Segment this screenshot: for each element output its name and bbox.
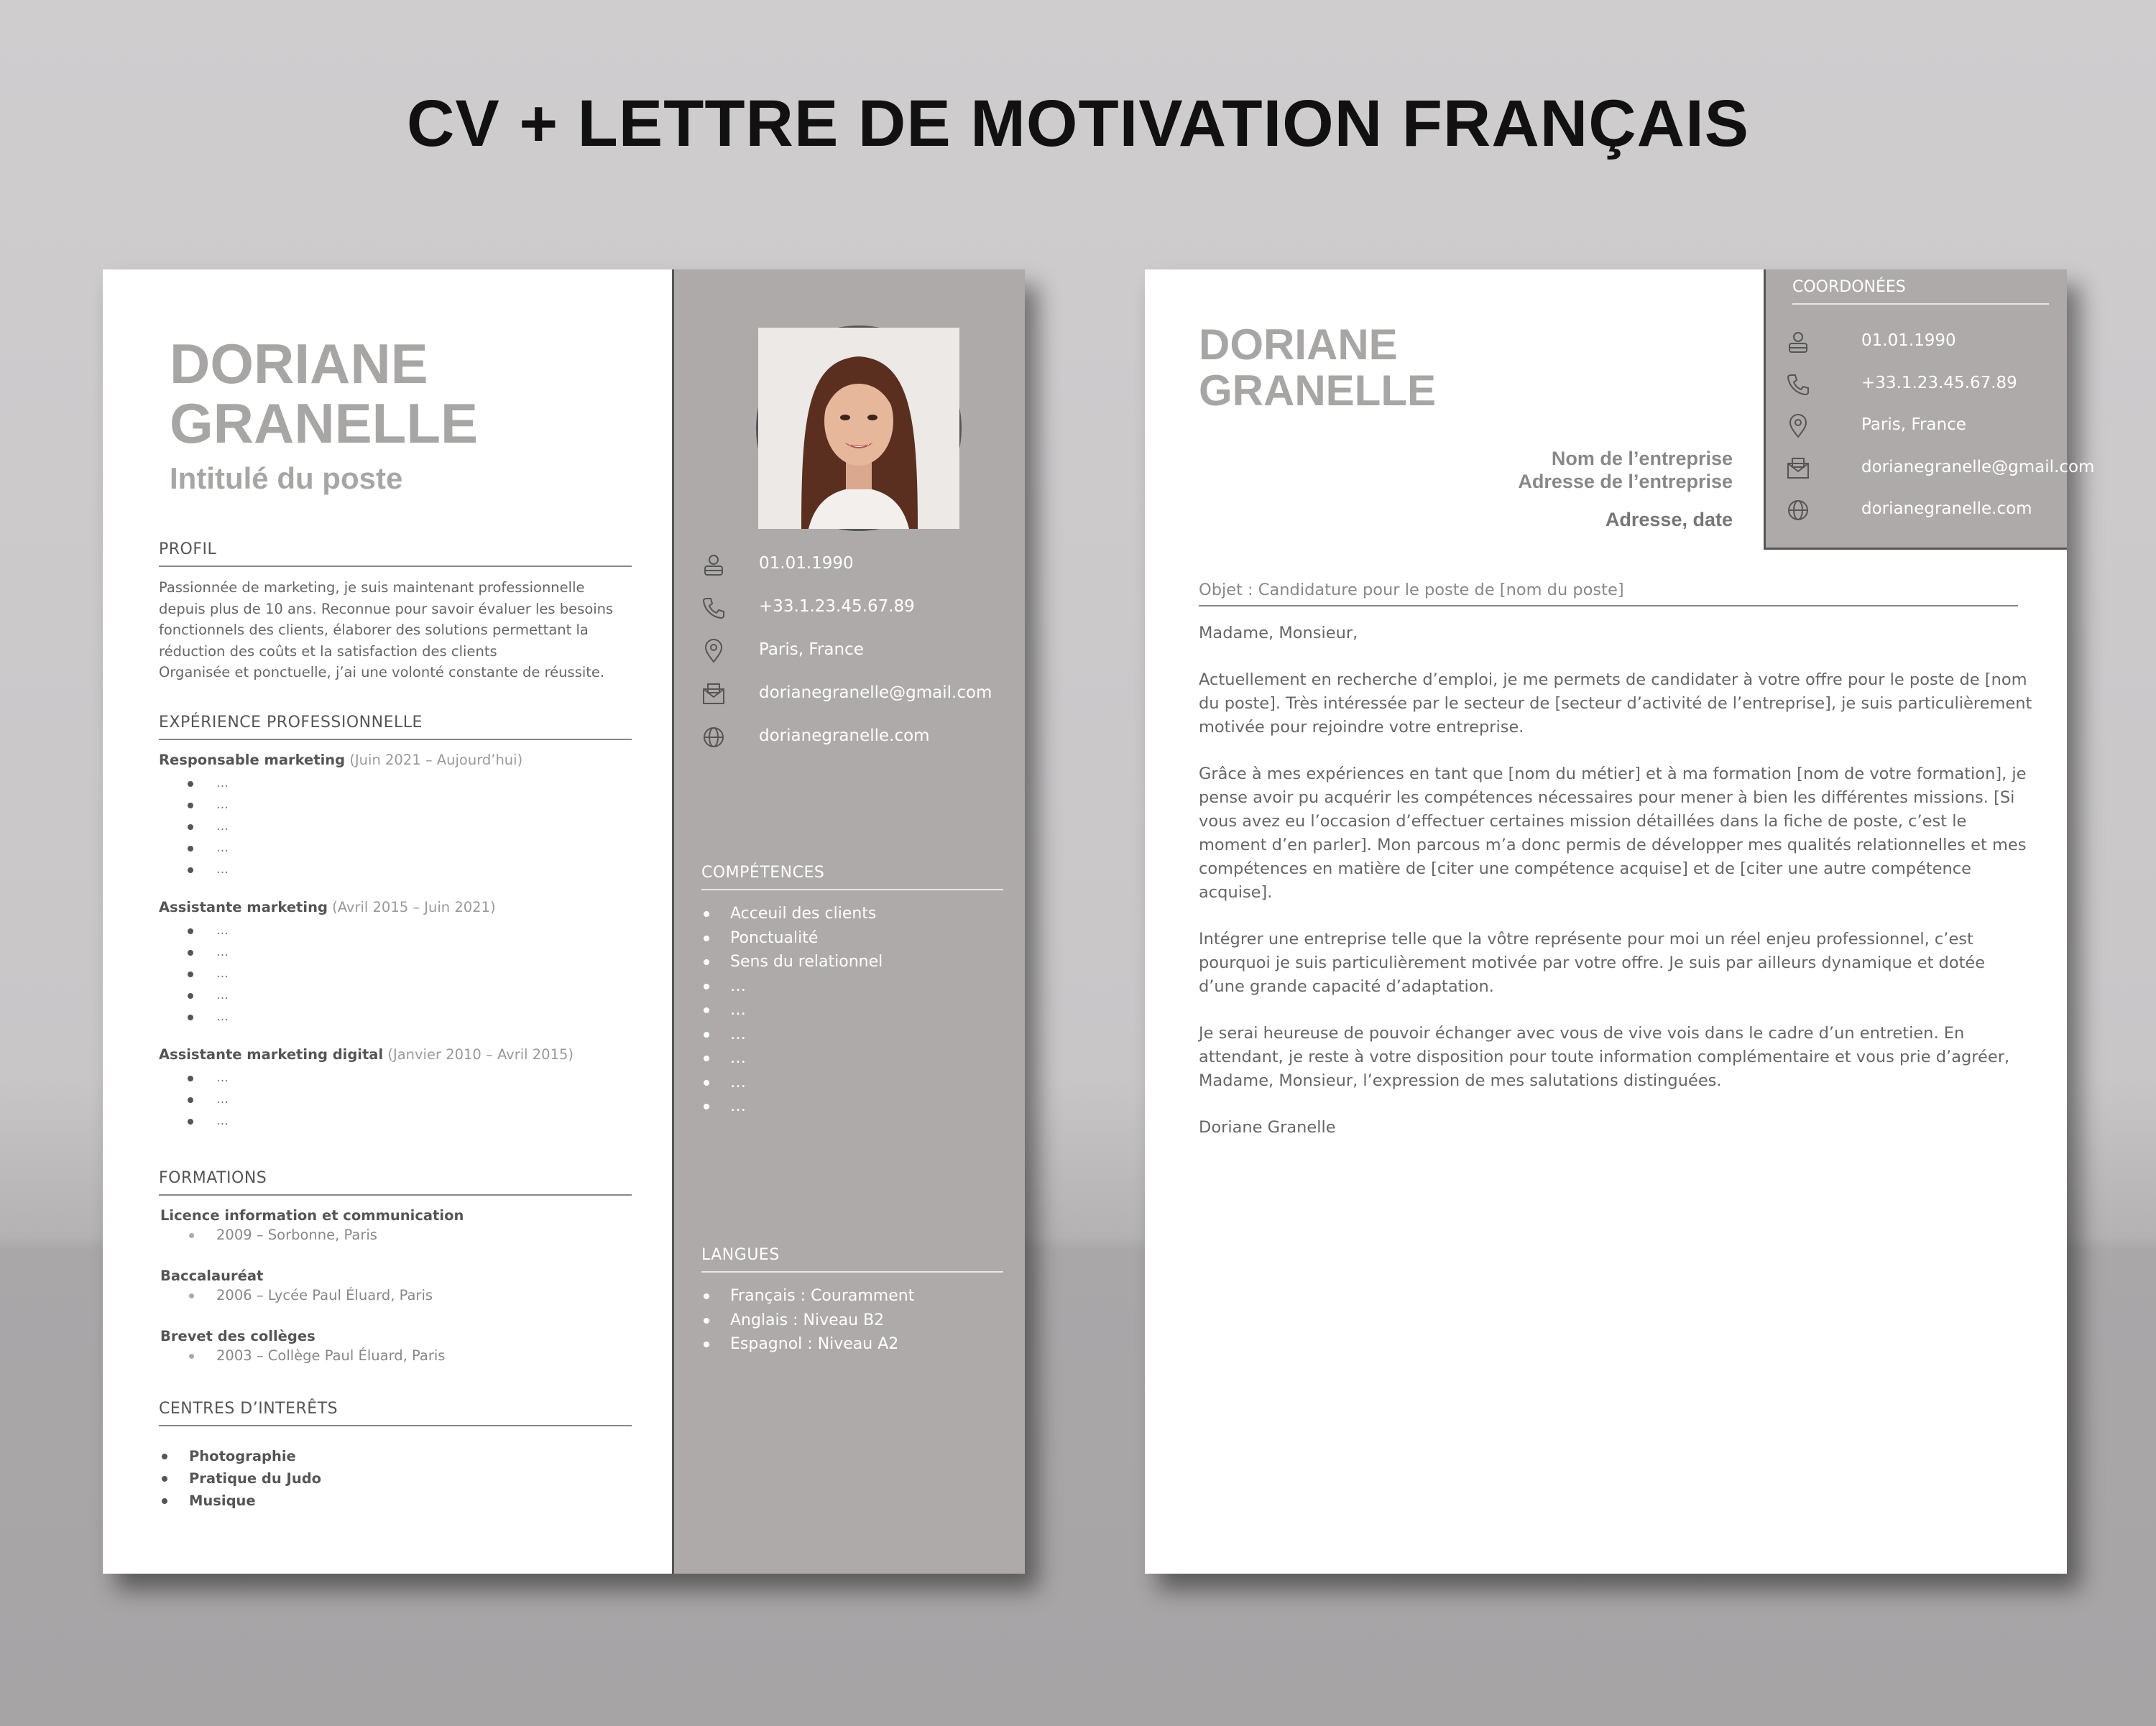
- cv-last-name: GRANELLE: [170, 392, 478, 456]
- list-item: Français : Couramment: [701, 1284, 1003, 1309]
- list-item: Anglais : Niveau B2: [701, 1309, 1003, 1333]
- list-item: Pratique du Judo: [159, 1467, 632, 1490]
- formation-detail: 2009 – Sorbonne, Paris: [159, 1227, 632, 1243]
- list-item: …: [159, 963, 632, 984]
- portrait-illustration: [758, 328, 959, 529]
- birthday-icon: [1786, 330, 1810, 354]
- globe-icon: [1786, 498, 1810, 522]
- list-item: …: [159, 1089, 632, 1110]
- contact-text: 01.01.1990: [759, 554, 854, 573]
- competences-title: COMPÉTENCES: [701, 864, 1003, 890]
- job-dates: (Avril 2015 – Juin 2021): [327, 899, 496, 915]
- location-pin-icon: [1786, 414, 1810, 438]
- birthday-icon: [701, 553, 726, 577]
- contact-text: Paris, France: [759, 640, 864, 659]
- list-item: …: [159, 920, 632, 941]
- contact-text: dorianegranelle@gmail.com: [759, 683, 992, 702]
- list-item: …: [159, 816, 632, 837]
- profil-text: [159, 577, 632, 683]
- coordonnees-box: [1764, 269, 2095, 550]
- letter-first-name: DORIANE: [1199, 320, 1398, 369]
- contact-text: Paris, France: [1861, 415, 1966, 434]
- experience-section: [159, 714, 632, 1132]
- mail-icon: [1786, 456, 1810, 481]
- contact-text: dorianegranelle.com: [1861, 499, 2032, 518]
- list-item: …: [701, 1094, 1003, 1119]
- list-item: Musique: [159, 1490, 632, 1512]
- job-entry: [159, 1046, 632, 1132]
- list-item: …: [159, 772, 632, 794]
- formation-entry: [159, 1328, 632, 1364]
- profile-photo: [756, 326, 962, 531]
- list-item: …: [701, 1046, 1003, 1071]
- list-item: …: [159, 1067, 632, 1089]
- list-item: …: [701, 974, 1003, 999]
- list-item: Espagnol : Niveau A2: [701, 1332, 1003, 1357]
- location-pin-icon: [701, 639, 726, 663]
- letter-last-name: GRANELLE: [1199, 366, 1436, 415]
- contact-text: +33.1.23.45.67.89: [1861, 373, 2017, 392]
- profil-paragraph-2: Organisée et ponctuelle, j’ai une volonté constante de réussite.: [159, 664, 605, 680]
- list-item: …: [159, 837, 632, 859]
- list-item: …: [701, 998, 1003, 1023]
- list-item: Acceuil des clients: [701, 902, 1003, 926]
- list-item: Ponctualité: [701, 926, 1003, 951]
- letter-paragraph: Grâce à mes expériences en tant que [nom du métier] et à ma formation [nom de votre formation], je pense avoir pu acquérir les compétences nécessaires pour mener à bien les différentes missions. [Si vous avez eu l’occasion d’effectuer certaines mission détaillées dans la fiche de poste, c’est le moment d’en parler]. Mon parcous m’a donc permis de développer mes qualités relationnelles et mes compétences en matière de [citer une compétence acquise] et de [citer une autre compétence acquise].: [1199, 765, 2027, 902]
- langues-list: [701, 1284, 1003, 1357]
- letter-paragraph: Actuellement en recherche d’emploi, je me permets de candidater à votre offre pour le poste de [nom du poste]. Très intéressée par le secteur de [secteur d’activité de l’entreprise], je suis particulièrement motivée pour rejoindre votre entreprise.: [1199, 670, 2032, 737]
- list-item: Sens du relationnel: [701, 950, 1003, 974]
- formation-detail: 2006 – Lycée Paul Éluard, Paris: [159, 1287, 632, 1303]
- formation-entry: [159, 1207, 632, 1243]
- formation-detail: 2003 – Collège Paul Éluard, Paris: [159, 1347, 632, 1364]
- job-dates: (Janvier 2010 – Avril 2015): [383, 1046, 573, 1063]
- experience-title: EXPÉRIENCE PROFESSIONNELLE: [159, 714, 632, 740]
- job-title: Assistante marketing digital: [159, 1046, 384, 1063]
- address-date: Adresse, date: [1605, 509, 1733, 530]
- contact-text: dorianegranelle@gmail.com: [1861, 457, 2095, 476]
- mail-icon: [701, 682, 726, 706]
- list-item: …: [159, 941, 632, 963]
- list-item: …: [159, 1006, 632, 1028]
- formations-section: [159, 1169, 632, 1364]
- company-address: Adresse de l’entreprise: [1518, 471, 1733, 492]
- formations-title: FORMATIONS: [159, 1169, 632, 1196]
- profil-section: [159, 540, 632, 683]
- formation-entry: [159, 1268, 632, 1303]
- job-entry: [159, 899, 632, 1028]
- job-bullets: [159, 920, 632, 1028]
- langues-section: [701, 1246, 1003, 1357]
- contact-text: dorianegranelle.com: [759, 726, 930, 745]
- competences-list: [701, 902, 1003, 1119]
- letter-name: [1199, 322, 1436, 414]
- contact-text: 01.01.1990: [1861, 331, 1956, 350]
- job-bullets: [159, 772, 632, 880]
- coordonnees-title: COORDONÉES: [1792, 278, 2049, 305]
- list-item: …: [159, 859, 632, 880]
- company-name: Nom de l’entreprise: [1551, 448, 1733, 469]
- cv-job-title: Intitulé du poste: [170, 461, 403, 495]
- contact-text: +33.1.23.45.67.89: [759, 597, 915, 616]
- letter-paragraph: Je serai heureuse de pouvoir échanger avec vous de vive vois dans le cadre d’un entretien. En attendant, je reste à votre disposition pour toute information complémentaire et vous prie d’agréer, Madame, Monsieur, l’expression de mes salutations distinguées.: [1199, 1024, 2010, 1090]
- formation-title: Baccalauréat: [160, 1268, 264, 1284]
- phone-icon: [1786, 372, 1810, 397]
- formation-title: Licence information et communication: [160, 1207, 464, 1224]
- job-title: Assistante marketing: [159, 899, 328, 915]
- letter-paragraph: Intégrer une entreprise telle que la vôtre représente pour moi un réel enjeu professionnel, c’est pourquoi je suis particulièrement motivée par votre offre. Je suis par ailleurs dynamique et dotée d’une grande capacité d’adaptation.: [1199, 930, 1986, 996]
- banner-title: CV + LETTRE DE MOTIVATION FRANÇAIS: [406, 87, 1750, 160]
- job-entry: [159, 752, 632, 880]
- phone-icon: [701, 596, 726, 620]
- interets-section: [159, 1400, 632, 1512]
- profil-paragraph: Passionnée de marketing, je suis maintenant professionnelle depuis plus de 10 ans. Reconnue pour savoir évaluer les besoins fonctionnels des clients, élaborer des solutions permettant la réduction des coûts et la satisfaction des clients: [159, 579, 614, 660]
- profil-title: PROFIL: [159, 540, 632, 567]
- cv-first-name: DORIANE: [170, 332, 428, 395]
- list-item: …: [701, 1023, 1003, 1047]
- interets-list: [159, 1445, 632, 1512]
- cv-name: [170, 334, 478, 454]
- job-dates: (Juin 2021 – Aujourd’hui): [345, 752, 523, 768]
- job-title: Responsable marketing: [159, 752, 346, 768]
- list-item: …: [159, 984, 632, 1006]
- langues-title: LANGUES: [701, 1246, 1003, 1273]
- list-item: …: [159, 794, 632, 816]
- letter-body: [1199, 622, 2032, 1163]
- interets-title: CENTRES D’INTERÊTS: [159, 1400, 632, 1426]
- letter-page: [1145, 269, 2095, 1574]
- cv-page: [103, 269, 1025, 1574]
- list-item: Photographie: [159, 1445, 632, 1467]
- globe-icon: [701, 725, 726, 749]
- list-item: …: [159, 1110, 632, 1132]
- letter-signature: Doriane Granelle: [1199, 1118, 1336, 1137]
- list-item: …: [701, 1071, 1003, 1095]
- competences-section: [701, 864, 1003, 1119]
- job-bullets: [159, 1067, 632, 1132]
- formation-title: Brevet des collèges: [160, 1328, 315, 1344]
- letter-salutation: Madame, Monsieur,: [1199, 624, 1358, 642]
- letter-objet: Objet : Candidature pour le poste de [nom du poste]: [1199, 581, 2018, 606]
